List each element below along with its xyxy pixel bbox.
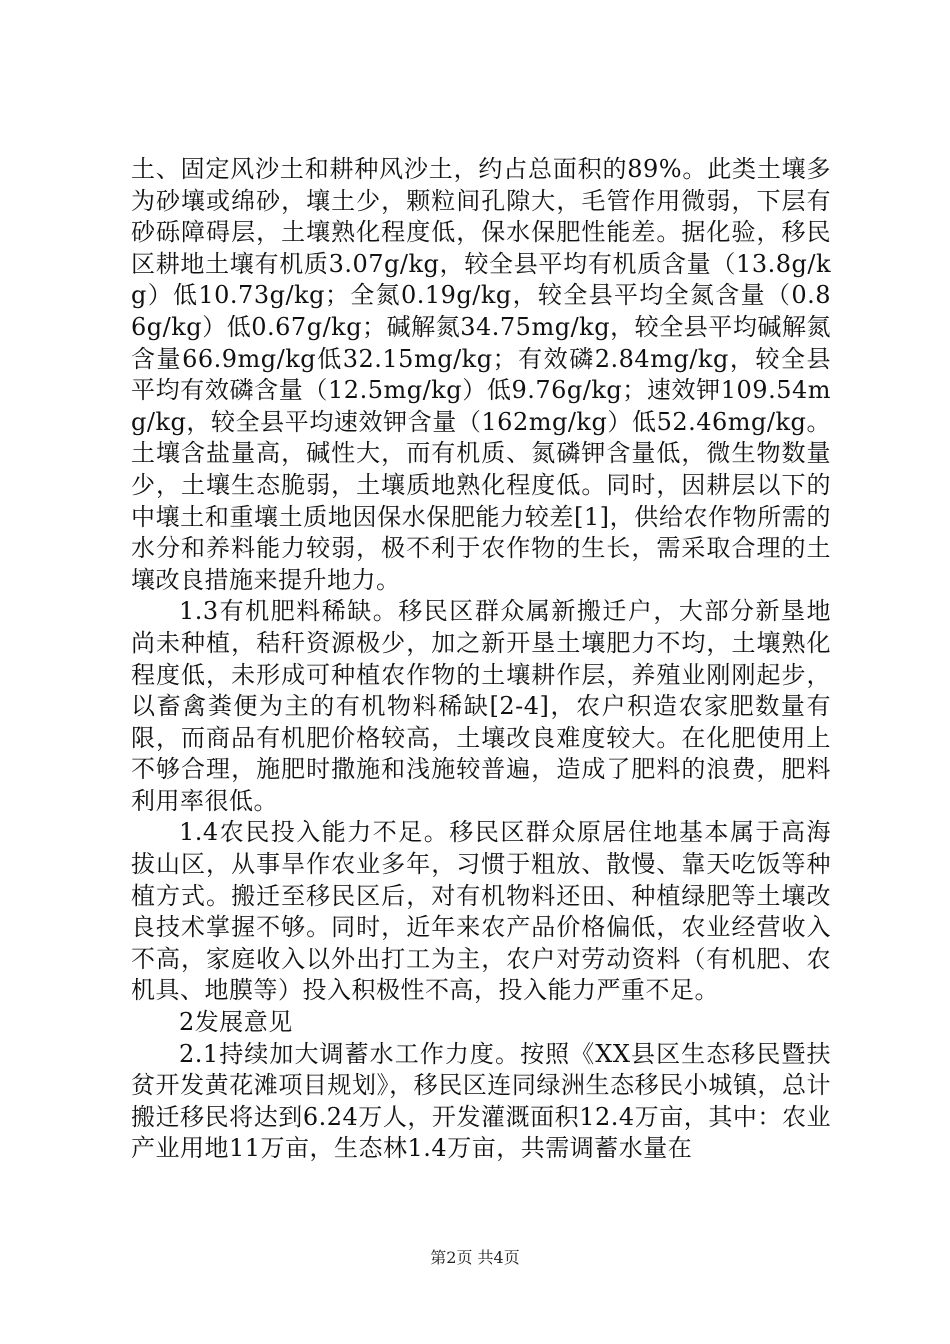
paragraph-organic-fertilizer: 1.3有机肥料稀缺。移民区群众属新搬迁户，大部分新垦地尚未种植，秸秆资源极少，加之新开垦土壤肥力不均，土壤熟化程度低，未形成可种植农作物的土壤耕作层，养殖业刚刚起步，以畜禽粪便为主的有机物料稀缺[2-4]，农户积造农家肥数量有限，而商品有机肥价格较高，土壤改良难度较大。在化肥使用上不够合理，施肥时撒施和浅施较普遍，造成了肥料的浪费，肥料利用率很低。 [131, 597, 831, 815]
paragraph-soil-analysis: 土、固定风沙土和耕种风沙土，约占总面积的89%。此类土壤多为砂壤或绵砂，壤土少，颗粒间孔隙大，毛管作用微弱，下层有砂砾障碍层，土壤熟化程度低，保水保肥性能差。据化验，移民区耕地土壤有机质3.07g/kg，较全县平均有机质含量（13.8g/kg）低10.73g/kg；全氮0.19g/kg，较全县平均全氮含量（0.86g/kg）低0.67g/kg；碱解氮34.75mg/kg，较全县平均碱解氮含量66.9mg/kg低32.15mg/kg；有效磷2.84mg/kg，较全县平均有效磷含量（12.5mg/kg）低9.76g/kg；速效钾109.54mg/kg，较全县平均速效钾含量（162mg/kg）低52.46mg/kg。土壤含盐量高，碱性大，而有机质、氮磷钾含量低，微生物数量少，土壤生态脆弱，土壤质地熟化程度低。同时，因耕层以下的中壤土和重壤土质地因保水保肥能力较差[1]，供给农作物所需的水分和养料能力较弱，极不利于农作物的生长，需采取合理的土壤改良措施来提升地力。 [131, 155, 831, 594]
paragraph-water-storage: 2.1持续加大调蓄水工作力度。按照《XX县区生态移民暨扶贫开发黄花滩项目规划》，移民区连同绿洲生态移民小城镇，总计搬迁移民将达到6.24万人，开发灌溉面积12.4万亩，其中：农业产业用地11万亩，生态林1.4万亩，共需调蓄水量在 [131, 1039, 831, 1163]
paragraph-farmer-investment: 1.4农民投入能力不足。移民区群众原居住地基本属于高海拔山区，从事旱作农业多年，习惯于粗放、散慢、靠天吃饭等种植方式。搬迁至移民区后，对有机物料还田、种植绿肥等土壤改良技术掌握不够。同时，近年来农产品价格偏低，农业经营收入不高，家庭收入以外出打工为主，农户对劳动资料（有机肥、农机具、地膜等）投入积极性不高，投入能力严重不足。 [131, 818, 831, 1005]
document-body [131, 154, 831, 1165]
page-number-footer: 第2页 共4页 [430, 1248, 520, 1267]
section-heading-development: 2发展意见 [179, 1008, 293, 1037]
